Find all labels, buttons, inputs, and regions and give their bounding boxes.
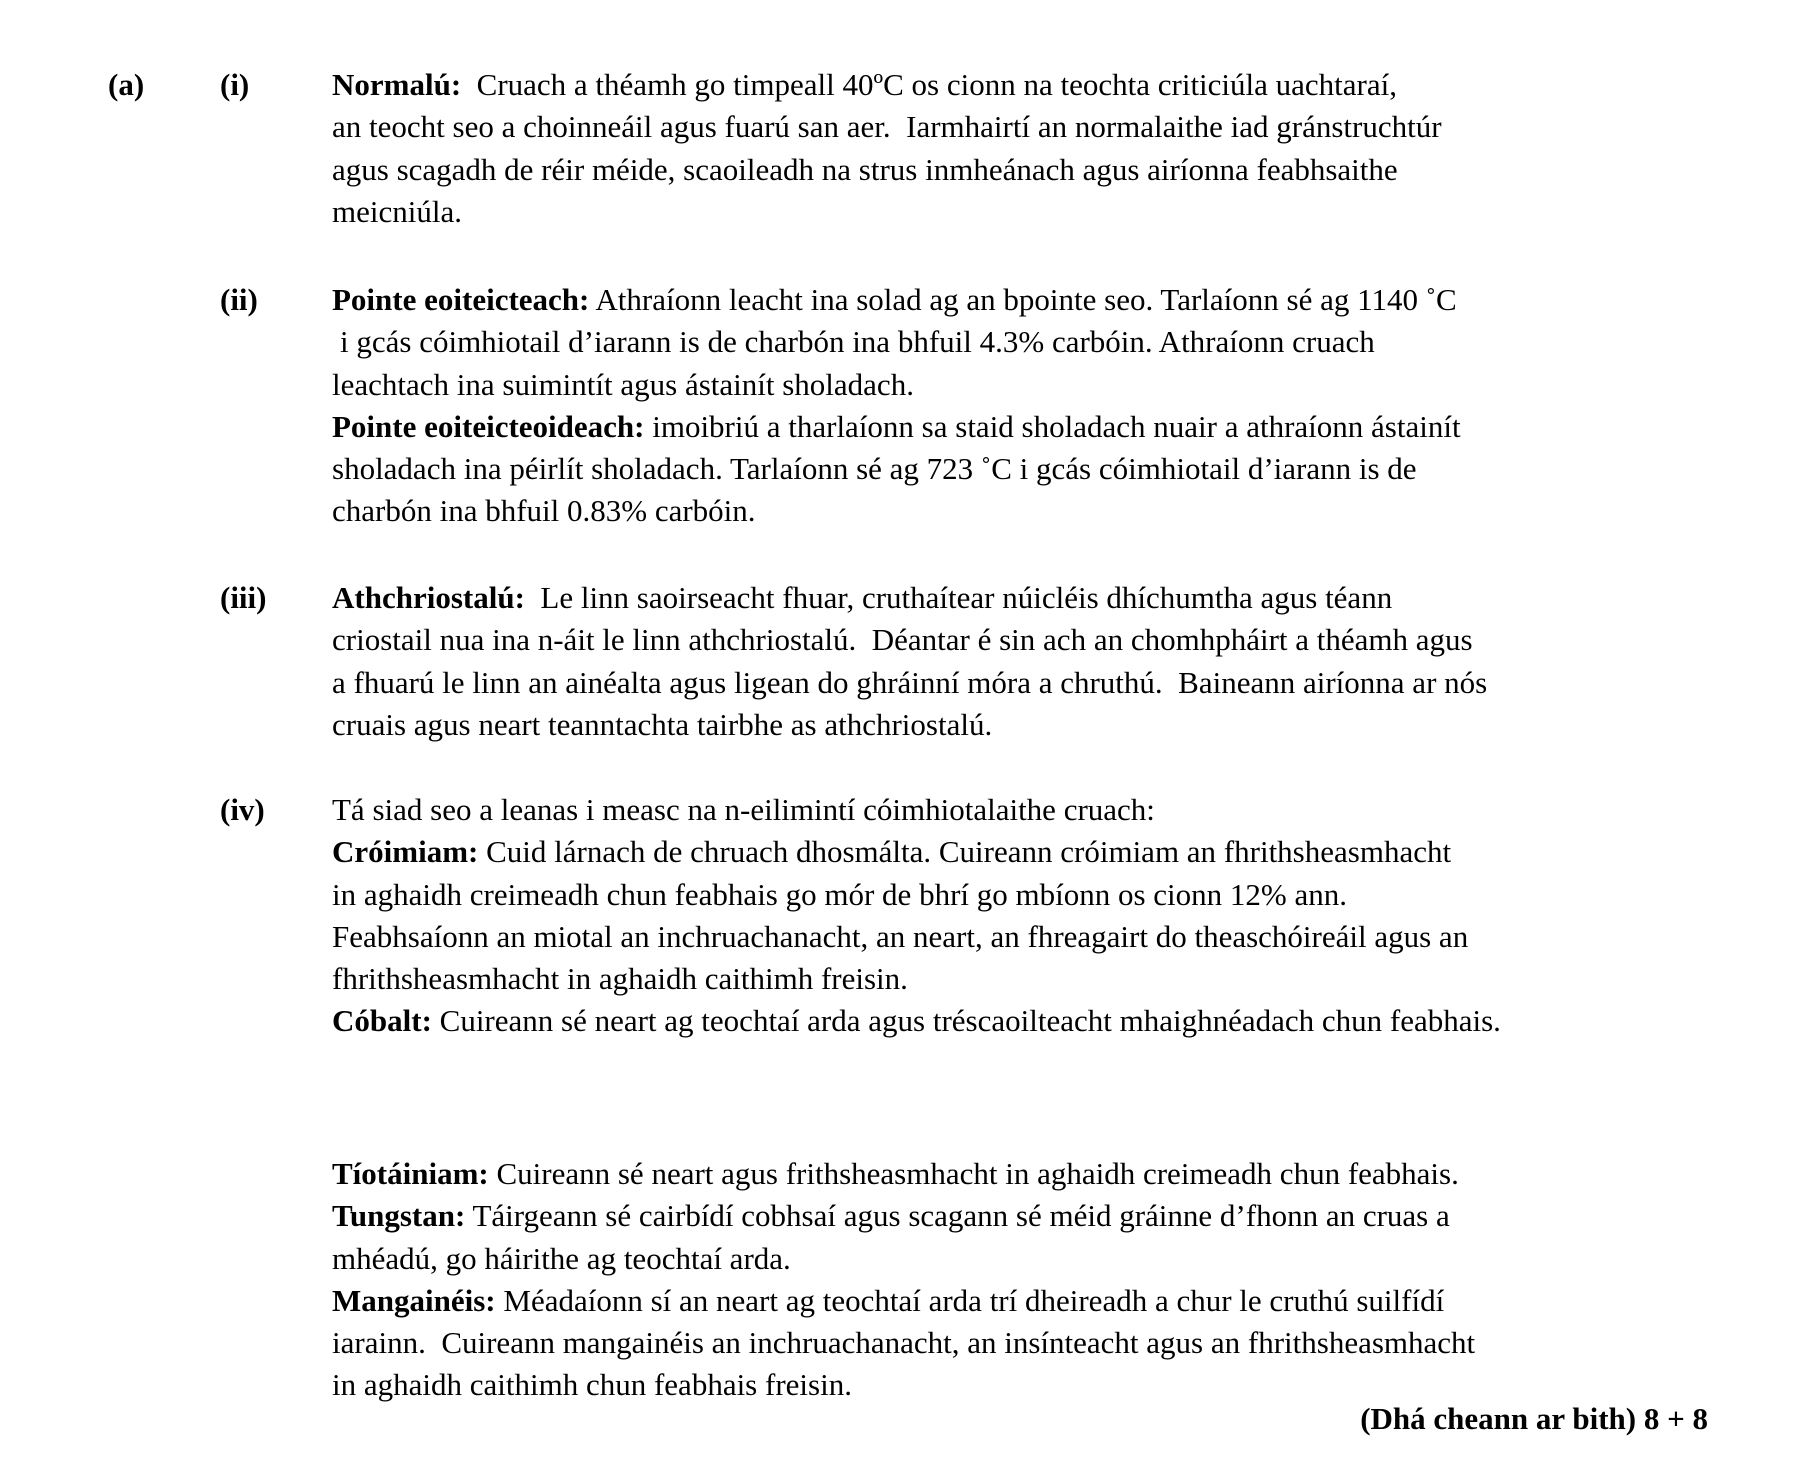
- line-text: sholadach ina péirlít sholadach. Tarlaíonn sé ag 723 ˚C i gcás cóimhiotail d’iarann is de: [332, 451, 1417, 487]
- term-label: Tíotáiniam:: [332, 1156, 489, 1191]
- text-line: [332, 577, 1732, 619]
- text-line: [332, 874, 1732, 916]
- line-text: Feabhsaíonn an miotal an inchruachanacht, an neart, an fhreagairt do theaschóireáil agus an: [332, 918, 1469, 954]
- line-text: leachtach ina suimintít agus ástainít sholadach.: [332, 366, 914, 402]
- text-line: [332, 191, 1732, 233]
- line-text: i gcás cóimhiotail d’iarann is de charbón ina bhfuil 4.3% carbóin. Athraíonn cruach: [340, 324, 1375, 360]
- line-text: mhéadú, go háirithe ag teochtaí arda.: [332, 1240, 791, 1276]
- text-line: [332, 149, 1732, 191]
- line-text: agus scagadh de réir méide, scaoileadh na strus inmheánach agus airíonna feabhsaithe: [332, 151, 1398, 187]
- line-text: Méadaíonn sí an neart ag teochtaí arda trí dheireadh a chur le cruthú suilfídí: [495, 1282, 1445, 1318]
- term-label: Cóbalt:: [332, 1003, 432, 1039]
- line-text: meicniúla.: [332, 193, 462, 229]
- marks-allocation: (Dhá cheann ar bith) 8 + 8: [1360, 1401, 1708, 1436]
- item-text: [332, 789, 1732, 1043]
- line-text: Cuireann sé neart ag teochtaí arda agus tréscaoilteacht mhaighnéadach chun feabhais.: [431, 1003, 1501, 1039]
- text-line: [332, 662, 1732, 704]
- line-text: in aghaidh caithimh chun feabhais freisin.: [332, 1367, 852, 1403]
- line-text: Le linn saoirseacht fhuar, cruthaítear núicléis dhíchumtha agus téann: [524, 580, 1393, 615]
- line-text: charbón ina bhfuil 0.83% carbóin.: [332, 493, 756, 529]
- text-line: [332, 916, 1732, 958]
- line-text: Táirgeann sé cairbídí cobhsaí agus scagann sé méid gráinne d’fhonn an cruas a: [465, 1198, 1450, 1234]
- term-label: Mangainéis:: [332, 1282, 496, 1318]
- item-text: [332, 64, 1732, 233]
- text-line: [332, 490, 1732, 532]
- term-label: Pointe eoiteicteach:: [332, 282, 590, 317]
- text-line: [332, 1322, 1732, 1364]
- line-text: Tá siad seo a leanas i measc na n-eilimintí cóimhiotalaithe cruach:: [332, 792, 1155, 827]
- line-text: criostail nua ina n-áit le linn athchriostalú. Déantar é sin ach an chomhpháirt a théamh agus: [332, 622, 1473, 658]
- text-line: [332, 64, 1732, 106]
- text-line: [332, 1195, 1732, 1237]
- line-text: a fhuarú le linn an ainéalta agus ligean do ghráinní móra a chruthú. Baineann airíonna ar nós: [332, 664, 1488, 700]
- text-line: [332, 704, 1732, 746]
- item-numeral: (iii): [220, 580, 267, 615]
- line-text: Cuid lárnach de chruach dhosmálta. Cuireann cróimiam an fhrithsheasmhacht: [478, 834, 1452, 870]
- line-text: imoibriú a tharlaíonn sa staid sholadach nuair a athraíonn ástainít: [644, 408, 1461, 444]
- item-text: [332, 1153, 1732, 1407]
- text-line: [332, 321, 1732, 363]
- line-text: iarainn. Cuireann mangainéis an inchruachanacht, an insínteacht agus an fhrithsheasmhacht: [332, 1325, 1476, 1361]
- text-line: [332, 1000, 1732, 1042]
- item-numeral: (i): [220, 67, 250, 102]
- line-text: Cruach a théamh go timpeall 40ºC os cionn na teochta criticiúla uachtaraí,: [461, 67, 1397, 102]
- text-line: [332, 958, 1732, 1000]
- term-label: Normalú:: [332, 67, 462, 102]
- text-line: [332, 789, 1732, 831]
- line-text: fhrithsheasmhacht in aghaidh caithimh freisin.: [332, 961, 908, 997]
- line-text: cruais agus neart teanntachta tairbhe as athchriostalú.: [332, 706, 993, 742]
- text-line: [332, 106, 1732, 148]
- text-line: [332, 406, 1732, 448]
- term-label: Pointe eoiteicteoideach:: [332, 408, 645, 444]
- text-line: [332, 1280, 1732, 1322]
- text-line: [332, 364, 1732, 406]
- term-label: Athchriostalú:: [332, 580, 525, 615]
- line-text: in aghaidh creimeadh chun feabhais go mór de bhrí go mbíonn os cionn 12% ann.: [332, 876, 1347, 912]
- text-line: [332, 448, 1732, 490]
- text-line: [332, 619, 1732, 661]
- term-label: Tungstan:: [332, 1198, 466, 1234]
- line-text: Cuireann sé neart agus frithsheasmhacht in aghaidh creimeadh chun feabhais.: [488, 1156, 1459, 1191]
- text-line: [332, 831, 1732, 873]
- item-numeral: (ii): [220, 282, 258, 317]
- text-line: [332, 279, 1732, 321]
- item-text: [332, 577, 1732, 746]
- item-text: [332, 279, 1732, 533]
- line-text: an teocht seo a choinneáil agus fuarú san aer. Iarmhairtí an normalaithe iad gránstruchtúr: [332, 109, 1442, 145]
- text-line: [332, 1238, 1732, 1280]
- item-numeral: (iv): [220, 792, 265, 827]
- line-text: Athraíonn leacht ina solad ag an bpointe seo. Tarlaíonn sé ag 1140 ˚C: [589, 282, 1457, 317]
- part-label: (a): [108, 67, 145, 102]
- term-label: Cróimiam:: [332, 834, 479, 870]
- text-line: [332, 1153, 1732, 1195]
